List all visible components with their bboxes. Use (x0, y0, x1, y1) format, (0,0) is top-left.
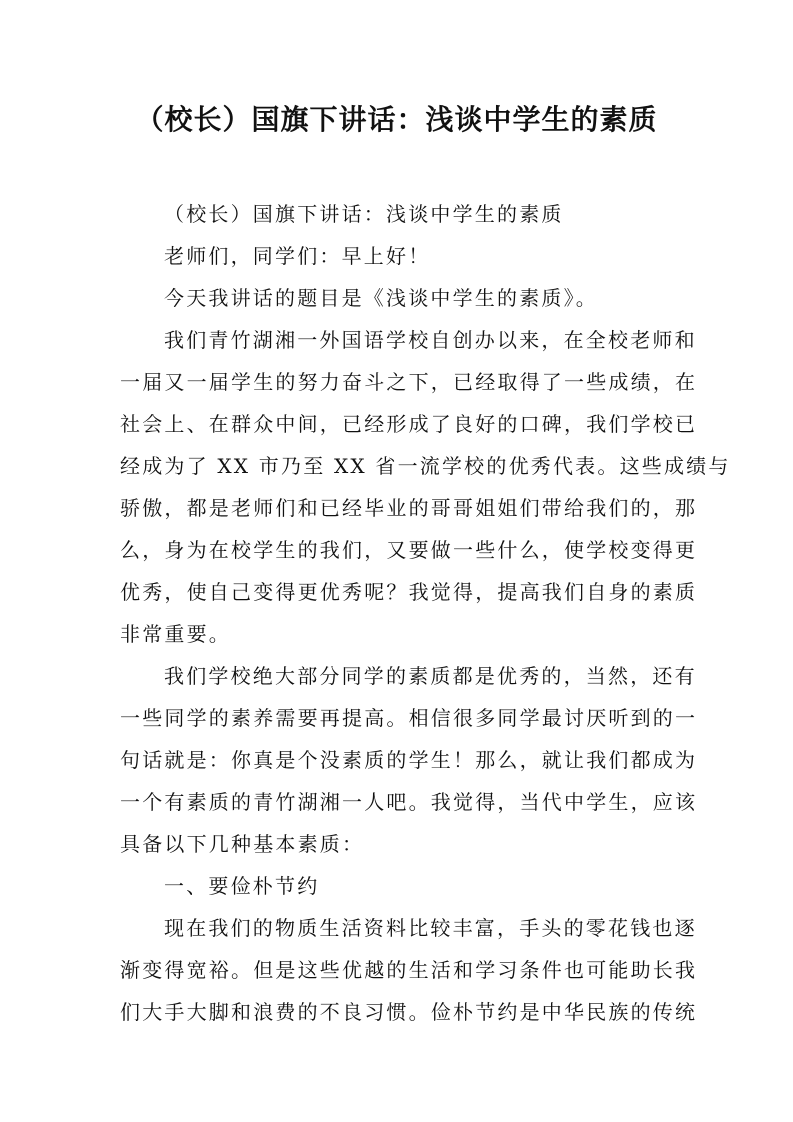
text-line: 渐变得宽裕。但是这些优越的生活和学习条件也可能助长我 (120, 958, 698, 982)
paragraph (120, 907, 698, 1033)
text-line: 一届又一届学生的努力奋斗之下，已经取得了一些成绩，在 (120, 370, 698, 394)
text-line: 经成为了 XX 市乃至 XX 省一流学校的优秀代表。这些成绩与 (120, 454, 731, 478)
document-body (120, 193, 731, 1033)
paragraph (120, 193, 680, 235)
text-line: 么，身为在校学生的我们，又要做一些什么，使学校变得更 (120, 538, 698, 562)
text-line: 社会上、在群众中间，已经形成了良好的口碑，我们学校已 (120, 412, 698, 436)
text-line: 我们青竹湖湘一外国语学校自创办以来，在全校老师和 (164, 328, 697, 352)
text-line: 老师们，同学们：早上好！ (164, 244, 431, 268)
text-line: 一、要俭朴节约 (164, 874, 320, 898)
paragraph (120, 865, 680, 907)
text-line: 今天我讲话的题目是《浅谈中学生的素质》。 (164, 286, 598, 310)
text-line: 具备以下几种基本素质： (120, 832, 365, 856)
paragraph (120, 319, 731, 655)
document-title: （校长）国旗下讲话：浅谈中学生的素质 (135, 103, 658, 136)
paragraph (120, 277, 680, 319)
text-line: 们大手大脚和浪费的不良习惯。俭朴节约是中华民族的传统 (120, 1000, 698, 1024)
paragraph (120, 235, 680, 277)
text-line: 非常重要。 (120, 622, 231, 646)
paragraph (120, 655, 698, 865)
text-line: 我们学校绝大部分同学的素质都是优秀的，当然，还有 (164, 664, 697, 688)
text-line: 一个有素质的青竹湖湘一人吧。我觉得，当代中学生，应该 (120, 790, 698, 814)
text-line: 现在我们的物质生活资料比较丰富，手头的零花钱也逐 (164, 916, 697, 940)
text-line: 优秀，使自己变得更优秀呢？我觉得，提高我们自身的素质 (120, 580, 698, 604)
text-line: 一些同学的素养需要再提高。相信很多同学最讨厌听到的一 (120, 706, 698, 730)
text-line: （校长）国旗下讲话：浅谈中学生的素质 (164, 202, 564, 226)
text-line: 句话就是：你真是个没素质的学生！那么，就让我们都成为 (120, 748, 698, 772)
text-line: 骄傲，都是老师们和已经毕业的哥哥姐姐们带给我们的，那 (120, 496, 698, 520)
